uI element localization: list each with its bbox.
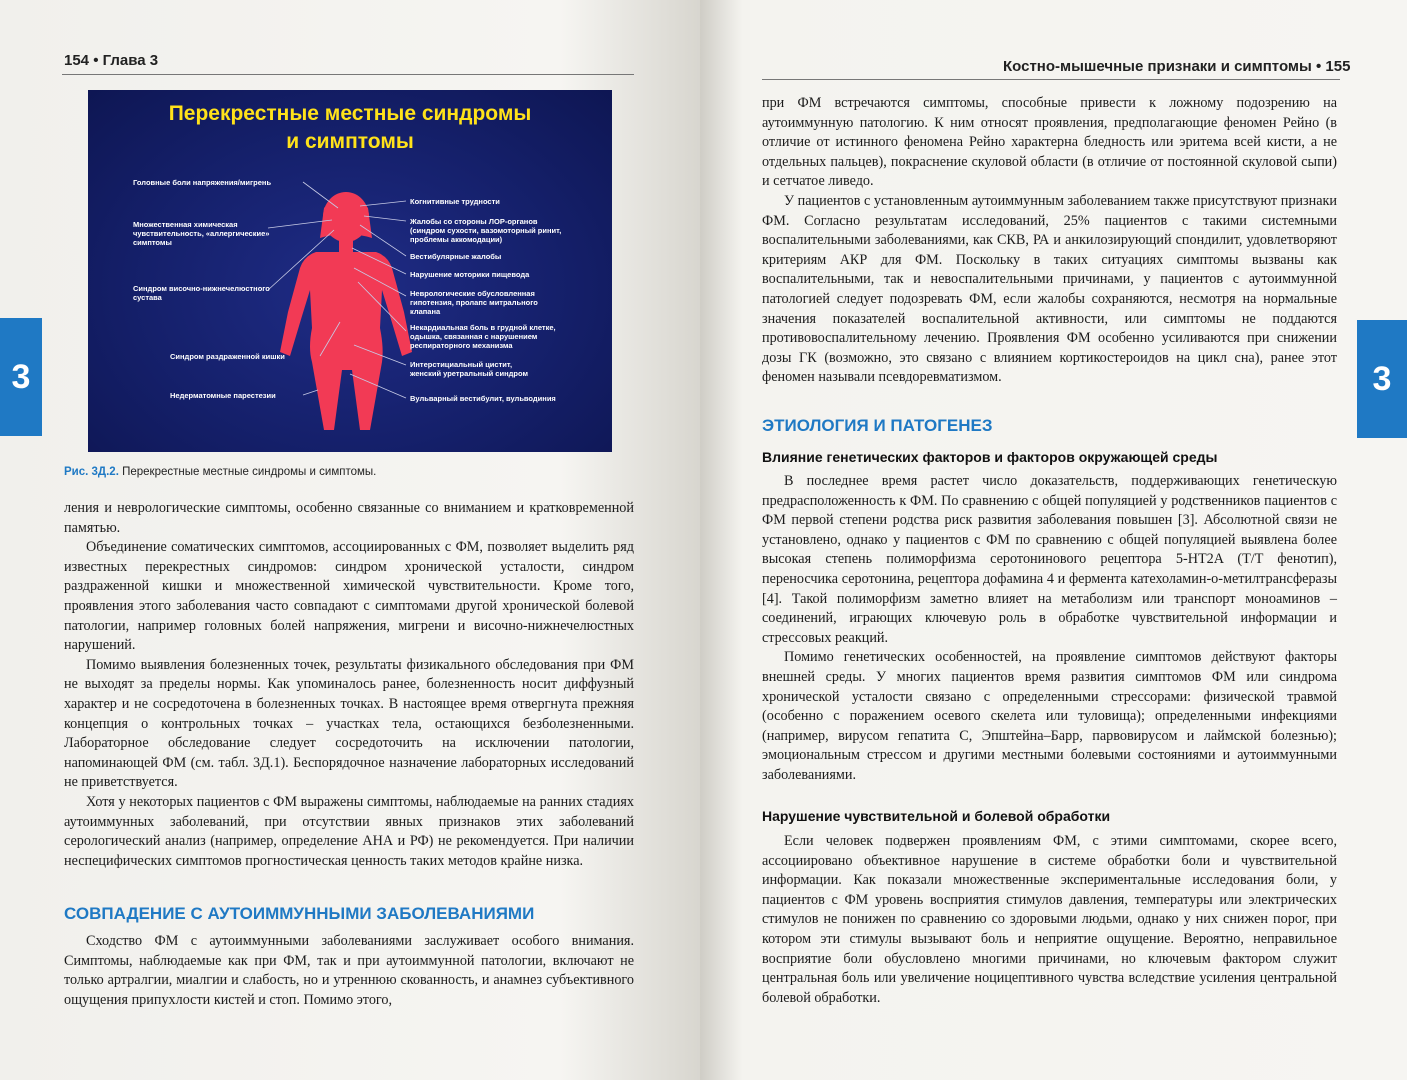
right-body-text-2 [762, 472, 1337, 786]
section-heading-autoimmune: СОВПАДЕНИЕ С АУТОИММУННЫМИ ЗАБОЛЕВАНИЯМИ [64, 904, 535, 923]
right-body-text-3 [762, 832, 1337, 1008]
label-chemical-sensitivity: Множественная химическая чувствительность, «аллергические» симптомы [133, 220, 270, 247]
paragraph: Сходство ФМ с аутоиммунными заболеваниями заслуживает особого внимания. Симптомы, наблюдаемые как при ФМ, так и при аутоиммунной патологии, включают не только артралгии, миалгии и слабость, но и утреннюю скованность, и анамнез субъективного ощущения припухлости кистей и стоп. Помимо этого, [64, 933, 634, 1008]
figure-caption-text: Перекрестные местные синдромы и симптомы. [118, 466, 377, 478]
left-header-rule [62, 74, 634, 75]
label-vulvodynia: Вульварный вестибулит, вульводиния [410, 394, 556, 403]
paragraph: У пациентов с установленным аутоиммунным заболеванием также присутствуют признаки ФМ. Согласно результатам исследований, 25% пациентов с такими системными воспалительными заболеваниями, как СКВ, РА и анкилозирующий спондилит, удовлетворяют критериям АКР для ФМ. Поскольку в таких ситуациях симптомы вызваны как воспалительными, так и невоспалительными причинами, у пациентов с аутоиммунной патологией следует подозревать ФМ, если жалобы сохраняются, несмотря на нормальные значения показателей воспалительной активности, или симптомы не поддаются противовоспалительному лечению. Проявления ФМ особенно усиливаются при снижении дозы ГК (возможно, это связано с влиянием кортикостероидов на цикл сна), ранее этот феномен называли псевдоревматизмом. [762, 192, 1337, 386]
paragraph: Объединение соматических симптомов, ассоциированных с ФМ, позволяет выделить ряд известных перекрестных синдромов: синдром хронической усталости, синдром раздраженной кишки и множественной химической чувствительности. Кроме того, проявления этого заболевания часто совпадают с симптомами другой хронической болевой патологии, например головных болей напряжения, мигрени и височно-нижнечелюстных нарушений. [64, 539, 634, 654]
figure-title-line1: Перекрестные местные синдромы [168, 102, 532, 125]
figure-title-line2: и симптомы [286, 130, 414, 153]
label-tmj-syndrome: Синдром височно-нижнечелюстного сустава [133, 284, 270, 302]
right-page-header: Костно-мышечные признаки и симптомы • 155 [1003, 58, 1351, 75]
label-chest-pain: Некардиальная боль в грудной клетке, одышка, связанная с нарушением респираторного механизма [410, 323, 556, 350]
left-page-header: 154 • Глава 3 [64, 52, 159, 69]
left-page [0, 0, 700, 1080]
label-hypotension: Неврологические обусловленная гипотензия, пролапс митрального клапана [410, 289, 538, 316]
right-page [700, 0, 1407, 1080]
figure-caption-label: Рис. 3Д.2. [64, 466, 119, 478]
paragraph: В последнее время растет число доказательств, поддерживающих генетическую предрасположенность к ФМ. По сравнению с общей популяцией у родственников пациентов с ФМ первой степени родства риск развития заболевания повышен [3]. Абсолютной связи не установлено, однако у пациентов с ФМ по сравнению с общей популяцией выявлена более высокая степень полиморфизма серотонинового рецептора 5-HT2A (T/T фенотип), переносчика серотонина, рецептора дофамина 4 и фермента катехоламин-о-метилтрансферазы [4]. Такой полиморфизм заметно влияет на метаболизм или транспорт моноаминов – соединений, играющих ключевую роль в обработке чувствительной информации и стрессовых реакций. [762, 473, 1337, 646]
right-header-rule [762, 79, 1340, 80]
chapter-tab-right: 3 [1357, 320, 1407, 438]
section-heading-etiology: ЭТИОЛОГИЯ И ПАТОГЕНЕЗ [762, 416, 993, 435]
figure-overlapping-syndromes [88, 90, 612, 452]
paragraph: Помимо генетических особенностей, на проявление симптомов действуют факторы внешней среды. У многих пациентов время развития симптомов ФМ или синдрома хронической усталости связано с определенными стрессорами: физической травмой (особенно с поражением осевого скелета или туловища); определенными инфекциями (например, вирусом гепатита С, Эпштейна–Барр, парвовирусом и лаймской болезнью); эмоциональным стрессом и другими местными болевыми состояниями и аутоиммунными заболеваниями. [762, 649, 1337, 783]
left-body-text-2 [64, 932, 634, 1010]
paragraph: ления и неврологические симптомы, особенно связанные со вниманием и кратковременной памятью. [64, 500, 634, 536]
subheading-pain-processing: Нарушение чувствительной и болевой обработки [762, 808, 1111, 824]
label-cognitive: Когнитивные трудности [410, 197, 500, 206]
paragraph: при ФМ встречаются симптомы, способные привести к ложному подозрению на аутоиммунную патологию. К ним относят проявления, предполагающие феномен Рейно (в отличие от истинного феномена Рейно характерна бледность или эритема всей кисти, а не отдельных пальцев), покраснение скуловой области (в отличие от постоянной скуловой сыпи) и сетчатое ливедо. [762, 95, 1337, 190]
label-esophagus: Нарушение моторики пищевода [410, 270, 530, 279]
left-body-text-1 [64, 499, 634, 871]
chapter-tab-left: 3 [0, 318, 42, 436]
right-body-text-1 [762, 94, 1337, 388]
label-paresthesia: Недерматомные парестезии [170, 391, 276, 400]
paragraph: Хотя у некоторых пациентов с ФМ выражены симптомы, наблюдаемые на ранних стадиях аутоиммунных заболеваний, при отсутствии явных признаков этих заболеваний серологический анализ (например, определение АНА и РФ) не рекомендуется. При наличии неспецифических симптомов прогностическая ценность таких методов крайне низка. [64, 793, 634, 869]
paragraph: Если человек подвержен проявлениям ФМ, с этими симптомами, скорее всего, ассоциировано объективное нарушение в системе обработки боли и чувствительной информации. Как показали множественные экспериментальные исследования боли, у пациентов с ФМ уровень восприятия стимулов давления, температуры или электрических стимулов не понижен по сравнению со здоровыми людьми, однако у них снижен порог, при котором эти стимулы вызывают боль и неприятие ощущение. Вероятно, неправильное восприятие боли обусловлено многими причинами, но ключевым фактором служит центральная боль или увеличение ноцицептивного чувства вследствие усиления центральной болевой обработки. [762, 833, 1337, 1006]
label-vestibular: Вестибулярные жалобы [410, 252, 502, 261]
label-tension-headaches: Головные боли напряжения/мигрень [133, 178, 272, 187]
subheading-genetic-factors: Влияние генетических факторов и факторов окружающей среды [762, 449, 1218, 465]
label-ent-complaints: Жалобы со стороны ЛОР-органов (синдром сухости, вазомоторный ринит, проблемы аккомодации) [410, 217, 562, 244]
figure-caption [64, 466, 376, 478]
label-ibs: Синдром раздраженной кишки [170, 352, 285, 361]
paragraph: Помимо выявления болезненных точек, результаты физикального обследования при ФМ не выходят за пределы нормы. Как упоминалось ранее, болезненность носит диффузный характер и не сосредоточена в болезненных точках. В настоящее время отвергнута прежняя концепция о контрольных точках – участках тела, остающихся безболезненными. Лабораторное обследование следует сосредоточить на исключении патологии, напоминающей ФМ (см. табл. 3Д.1). Беспорядочное назначение лабораторных исследований не приветствуется. [64, 656, 634, 791]
label-cystitis: Интерстициальный цистит, женский уретральный синдром [410, 360, 528, 378]
